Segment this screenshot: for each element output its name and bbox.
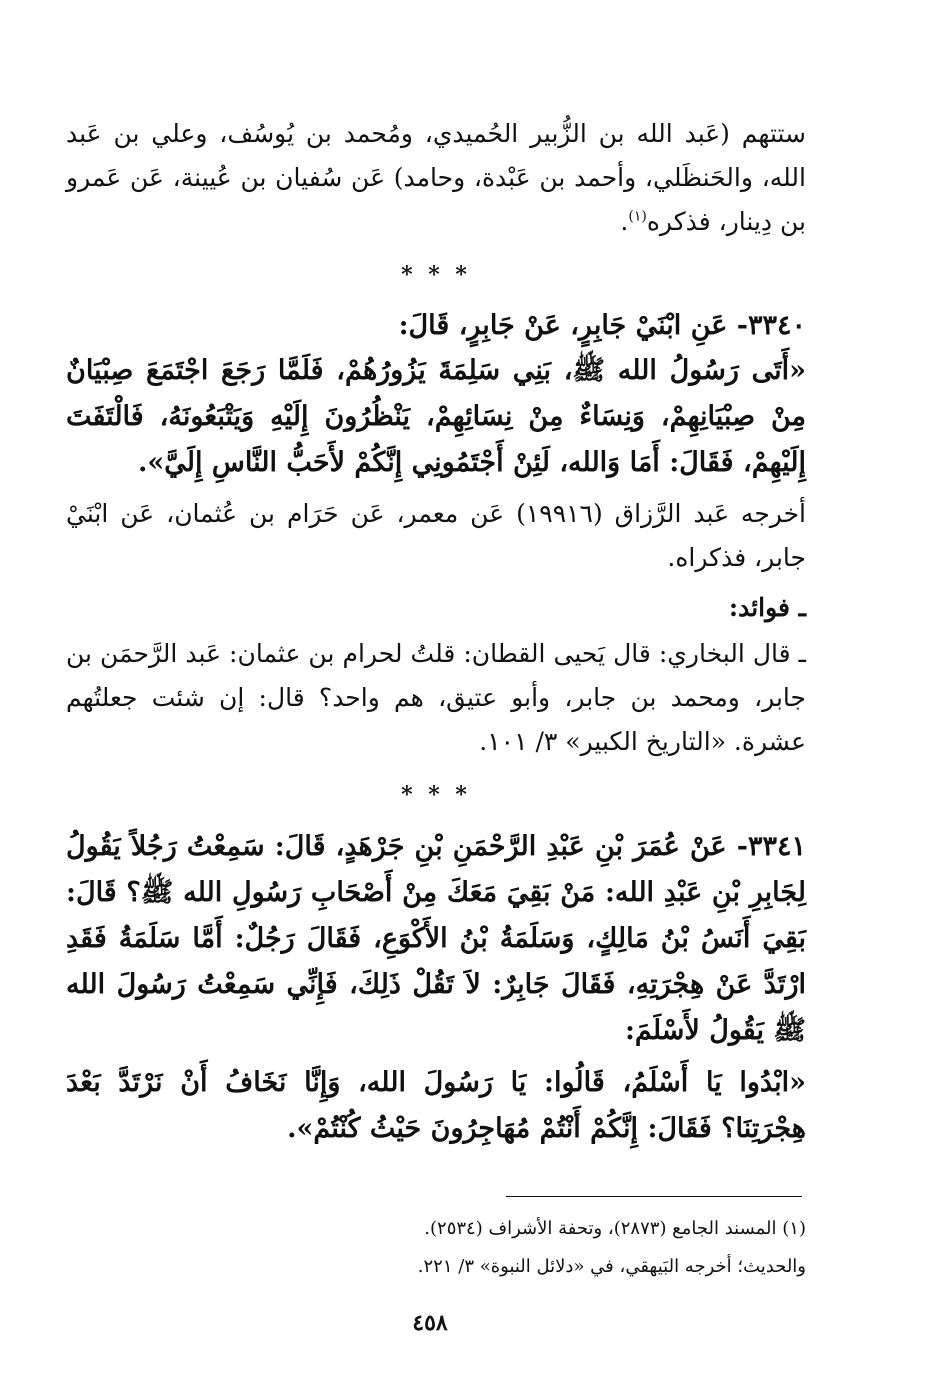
fawaid-heading: ـ فوائد: — [728, 593, 806, 622]
footnote-2: والحديث؛ أخرجه البَيهقي، في «دلائل النبوة» ٣/ ٢٢١. — [417, 1256, 806, 1277]
intro-paragraph — [66, 112, 806, 244]
footnote-mark[interactable]: (١) — [628, 208, 647, 225]
hadith-3340-title: ٣٣٤٠- عَنِ ابْنَيْ جَابِرٍ، عَنْ جَابِرٍ، قَالَ: — [398, 310, 806, 341]
section-separator-2: * * * — [401, 782, 471, 808]
hadith-3341-quote: «ابْدُوا يَا أَسْلَمُ، قَالُوا: يَا رَسُولَ الله، وَإِنَّا نَخَافُ أَنْ نَرْتَدَّ بَعْدَ هِجْرَتِنَا؟ فَقَالَ: إِنَّكُمْ أَنْتُمْ مُهَاجِرُونَ حَيْثُ كُنْتُمْ». — [66, 1067, 806, 1144]
page-number: ٤٥٨ — [412, 1310, 448, 1336]
fawaid-text: ـ قال البخاري: قال يَحيى القطان: قلتُ لحرام بن عثمان: عَبد الرَّحمَن بن جابر، ومحمد بن جابر، وأبو عتيق، هم واحد؟ قال: إن شئت جعلتُهم عشرة. «التاريخ الكبير» ٣/ ١٠١. — [66, 639, 806, 756]
intro-line-2: والحَنظَلي، وأحمد بن عَبْدة، وحامد) عَن سُفيان بن عُيينة، عَن عَمرو بن دِينار، — [66, 163, 806, 236]
footnotes — [166, 1210, 806, 1286]
intro-end: . — [620, 207, 629, 236]
intro-line-1: ستتهم (عَبد الله بن الزُّبير الحُميدي، ومُحمد بن يُوسُف، وعلي بن عَبد الله، — [66, 119, 806, 192]
footnote-rule — [506, 1196, 802, 1197]
page-body — [66, 112, 806, 1158]
hadith-3340-text: «أَتَى رَسُولُ الله ﷺ، بَنِي سَلِمَةَ يَزُورُهُمْ، فَلَمَّا رَجَعَ اجْتَمَعَ صِبْيَانٌ مِنْ صِبْيَانِهِمْ، وَنِسَاءٌ مِنْ نِسَائِهِمْ، يَنْظُرُونَ إِلَيْهِ وَيَتْبَعُونَهُ، فَالْتَفَتَ إِلَيْهِمْ، فَقَالَ: أَمَا وَالله، لَئِنْ أَجْتَمُونِي إِنَّكُمْ لأَحَبُّ النَّاسِ إِلَيَّ». — [66, 355, 806, 478]
intro-line-3: فذكره — [646, 207, 711, 236]
hadith-3341-text: ٣٣٤١- عَنْ عُمَرَ بْنِ عَبْدِ الرَّحْمَنِ بْنِ جَرْهَدٍ، قَالَ: سَمِعْتُ رَجُلاً يَقُولُ لِجَابِرِ بْنِ عَبْدِ الله: مَنْ بَقِيَ مَعَكَ مِنْ أَصْحَابِ رَسُولِ الله ﷺ؟ قَالَ: بَقِيَ أَنَسُ بْنُ مَالِكٍ، وَسَلَمَةُ بْنُ الأَكْوَعِ، فَقَالَ رَجُلٌ: أَمَّا سَلَمَةُ فَقَدِ ارْتَدَّ عَنْ هِجْرَتِهِ، فَقَالَ جَابِرٌ: لاَ تَقُلْ ذَلِكَ، فَإِنِّي سَمِعْتُ رَسُولَ الله ﷺ يَقُولُ لأَسْلَمَ: — [66, 831, 806, 1046]
footnote-1: (١) المسند الجامع (٢٨٧٣)، وتحفة الأشراف (٢٥٣٤). — [424, 1218, 806, 1239]
section-separator: * * * — [401, 262, 471, 288]
hadith-3340-takhrij: أخرجه عَبد الرَّزاق (١٩٩١٦) عَن معمر، عَن حَرَام بن عُثمان، عَن ابْنَيْ جابر، فذكراه. — [66, 499, 806, 572]
